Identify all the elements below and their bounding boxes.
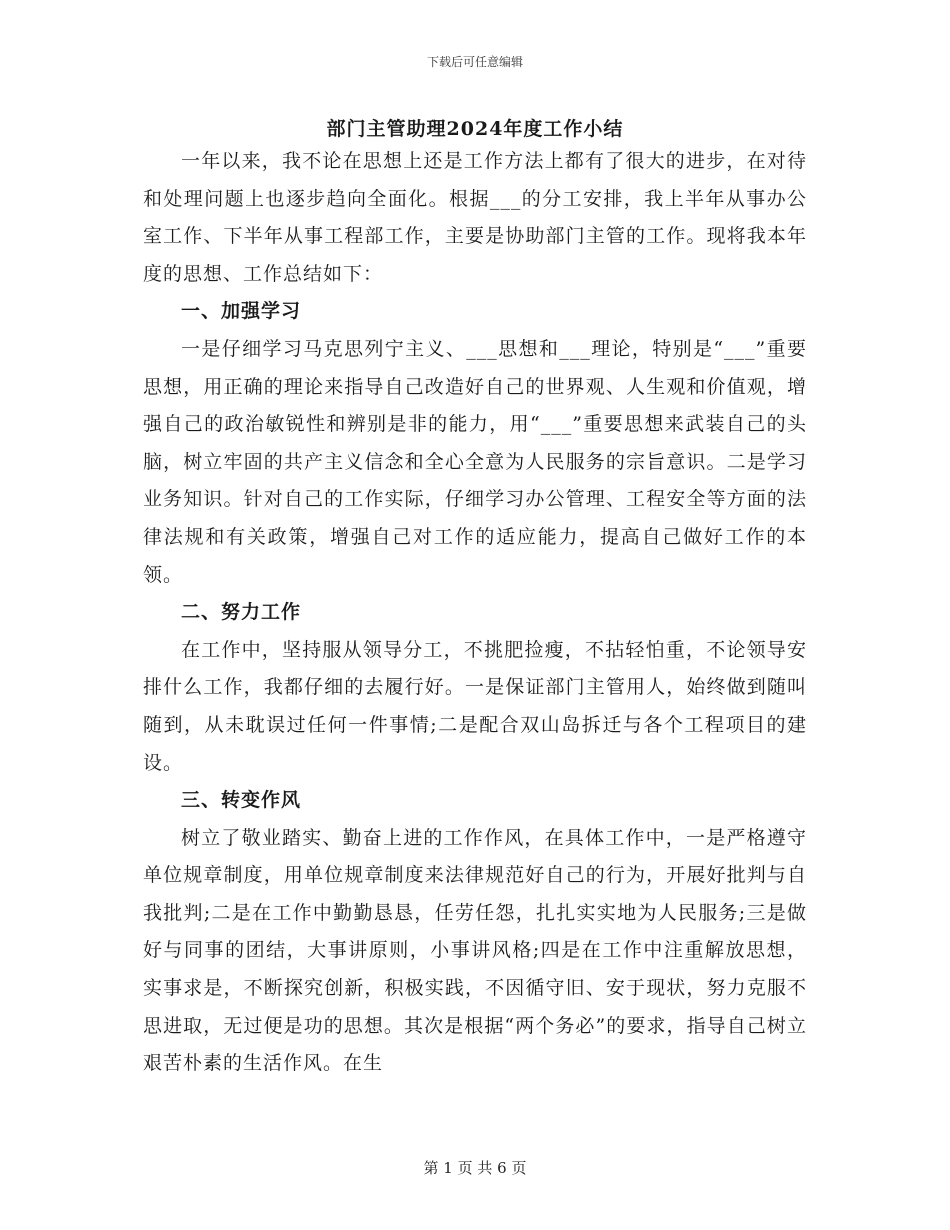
section-heading-3: 三、转变作风 <box>181 789 302 812</box>
section-heading-2: 二、努力工作 <box>181 601 302 624</box>
document-body <box>143 143 807 1083</box>
page-header-note: 下载后可任意编辑 <box>426 55 523 69</box>
section-heading-1: 一、加强学习 <box>181 300 302 323</box>
document-title: 部门主管助理2024年度工作小结 <box>326 118 624 140</box>
intro-paragraph: 一年以来，我不论在思想上还是工作方法上都有了很大的进步，在对待和处理问题上也逐步趋向全面化。根据___的分工安排，我上半年从事办公室工作、下半年从事工程部工作，主要是协助部门主管的工作。现将我本年度的思想、工作总结如下： <box>143 150 807 285</box>
section-paragraph-1: 一是仔细学习马克思列宁主义、___思想和___理论，特别是“___”重要思想，用正确的理论来指导自己改造好自己的世界观、人生观和价值观，增强自己的政治敏锐性和辨别是非的能力，用“___”重要思想来武装自己的头脑，树立牢固的共产主义信念和全心全意为人民服务的宗旨意识。二是学习业务知识。针对自己的工作实际，仔细学习办公管理、工程安全等方面的法律法规和有关政策，增强自己对工作的适应能力，提高自己做好工作的本领。 <box>143 337 807 586</box>
section-paragraph-2: 在工作中，坚持服从领导分工，不挑肥捡瘦，不拈轻怕重，不论领导安排什么工作，我都仔细的去履行好。一是保证部门主管用人，始终做到随叫随到，从未耽误过任何一件事情;二是配合双山岛拆迁与各个工程项目的建设。 <box>143 638 807 774</box>
section-paragraph-3: 树立了敬业踏实、勤奋上进的工作作风，在具体工作中，一是严格遵守单位规章制度，用单位规章制度来法律规范好自己的行为，开展好批判与自我批判;二是在工作中勤勤恳恳，任劳任怨，扎扎实实地为人民服务;三是做好与同事的团结，大事讲原则，小事讲风格;四是在工作中注重解放思想，实事求是，不断探究创新，积极实践，不因循守旧、安于现状，努力克服不思进取，无过便是功的思想。其次是根据“两个务必”的要求，指导自己树立艰苦朴素的生活作风。在生 <box>143 826 807 1075</box>
page-number: 第 1 页 共 6 页 <box>423 1159 527 1177</box>
